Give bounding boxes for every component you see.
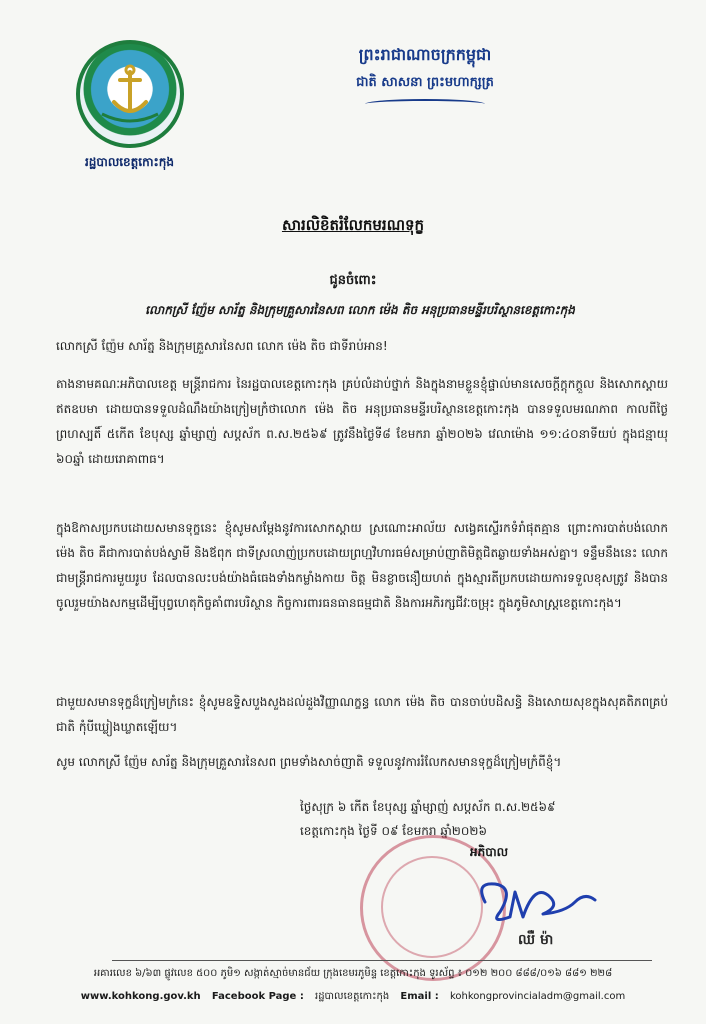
kingdom-name: ព្រះរាជាណាចក្រកម្ពុជា (358, 45, 492, 64)
facebook-label: Facebook Page : (211, 991, 304, 1002)
footer-address: អគារលេខ ៦/៦៣ ផ្លូវលេខ ៥០០ ភូមិ១ សង្កាត់ស្មាច់មានជ័យ ក្រុងខេមរភូមិន្ទ ខេត្តកោះកុង ទូរស័ព្ទ ៖ ០១២ ២០០ ៨៨៨/០១៦ ៨៨១ ២២៨ (93, 968, 613, 979)
lunar-date: ថ្ងៃសុក្រ ៦ កើត ខែបុស្ស ឆ្នាំម្សាញ់ សប្តស័ក ព.ស.២៥៦៩ (300, 800, 556, 814)
body-paragraph-1: តាងនាមគណៈអភិបាលខេត្ត មន្ត្រីរាជការ នៃរដ្ឋបាលខេត្តកោះកុង គ្រប់លំដាប់ថ្នាក់ និងក្នុងនាមខ្លួនខ្ញុំផ្ទាល់មានសេចក្តីក្តុកក្តួល និងសោកស្តាយឥតឧបមា ដោយបានទទួលដំណឹងយ៉ាងក្រៀមក្រំថាលោក ម៉េង តិច អនុប្រធានមន្ទីរបរិស្ថានខេត្តកោះកុង បានទទួលមរណភាព កាលពីថ្ងៃព្រហស្បតិ៍ ៥កើត ខែបុស្ស ឆ្នាំម្សាញ់ សប្តស័ក ព.ស.២៥៦៩ ត្រូវនឹងថ្ងៃទី៨ ខែមករា ឆ្នាំ២០២៦ វេលាម៉ោង ១១:៤០នាទីយប់ ក្នុងជន្មាយុ ៦០ឆ្នាំ ដោយរោគាពាធ។ (56, 377, 668, 466)
email-label: Email : (400, 991, 439, 1002)
footer-divider (112, 960, 652, 961)
email-link[interactable]: kohkongprovincialadm@gmail.com (449, 991, 626, 1002)
provincial-seal-logo (76, 40, 184, 148)
handwritten-signature (455, 862, 605, 932)
solar-date: ខេត្តកោះកុង ថ្ងៃទី ០៩ ខែមករា ឆ្នាំ២០២៦ (300, 824, 487, 838)
website-link[interactable]: www.kohkong.gov.kh (80, 991, 201, 1002)
signatory-name: ឈឺ ម៉ា (518, 932, 554, 948)
logo-caption: រដ្ឋបាលខេត្តកោះកុង (84, 155, 175, 169)
letter-title: សារលិខិតរំលែកមរណទុក្ខ (281, 216, 425, 234)
body-paragraph-4: សូម លោកស្រី ញ៉ែម សារ័ត្ន និងក្រុមគ្រួសារនៃសព ព្រមទាំងសាច់ញាតិ ទទួលនូវការរំលែកសមានទុក្ខដ៏ក្រៀមក្រំពីខ្ញុំ។ (56, 755, 562, 769)
kingdom-header (240, 44, 610, 109)
logo-block (62, 40, 197, 172)
body-paragraph-3: ជាមួយសមានទុក្ខដ៏ក្រៀមក្រំនេះ ខ្ញុំសូមឧទ្ទិសបួងសួងដល់ដួងវិញ្ញាណក្ខន្ធ លោក ម៉េង តិច បានចាប់បដិសន្ធិ និងសោយសុខក្នុងសុគតិភពគ្រប់ជាតិ កុំបីឃ្លៀងឃ្លាតឡើយ។ (56, 695, 668, 734)
addressed-to-label: ជូនចំពោះ (329, 273, 377, 288)
recipient-line: លោកស្រី ញ៉ែម សារ័ត្ន និងក្រុមគ្រួសារនៃសព លោក ម៉េង តិច អនុប្រធានមន្ទីរបរិស្ថានខេត្តកោះកុង (145, 303, 575, 317)
ornament-divider (365, 99, 485, 109)
national-motto: ជាតិ សាសនា ព្រះមហាក្សត្រ (356, 75, 494, 90)
signatory-title: អភិបាល (470, 845, 509, 859)
footer-contacts (0, 989, 706, 1004)
date-block (300, 795, 680, 843)
facebook-page-link[interactable]: រដ្ឋបាលខេត្តកោះកុង (315, 991, 390, 1002)
anchor-icon (80, 44, 180, 144)
greeting: លោកស្រី ញ៉ែម សារ័ត្ន និងក្រុមគ្រួសារនៃសព លោក ម៉េង តិច ជាទីរាប់អាន! (56, 339, 388, 353)
body-paragraph-2: ក្នុងឱកាសប្រកបដោយសមានទុក្ខនេះ ខ្ញុំសូមសម្តែងនូវការសោកស្តាយ ស្រណោះអាល័យ សង្វេគស្ទើរកទំរាំផុតគ្មាន ព្រោះការបាត់បង់លោក ម៉េង តិច គឺជាការបាត់បង់ស្វាមី និងឪពុក ជាទីស្រលាញ់ប្រកបដោយព្រហ្មវិហារធម៌សម្រាប់ញាតិមិត្តជិតឆ្ងាយទាំងអស់គ្នា។ ទន្ទឹមនឹងនេះ លោក ជាមន្ត្រីរាជការមួយរូប ដែលបានលះបង់យ៉ាងធំធេងទាំងកម្លាំងកាយ ចិត្ត មិនខ្លាចនឿយហត់ ក្នុងស្មារតីប្រកបដោយការទទួលខុសត្រូវ និងបានចូលរួមយ៉ាងសកម្មដើម្បីបុព្វហេតុកិច្ចគាំពារបរិស្ថាន កិច្ចការពារធនធានធម្មជាតិ និងការអភិរក្សជីវៈចម្រុះ ក្នុងភូមិសាស្ត្រខេត្តកោះកុង។ (56, 521, 668, 610)
